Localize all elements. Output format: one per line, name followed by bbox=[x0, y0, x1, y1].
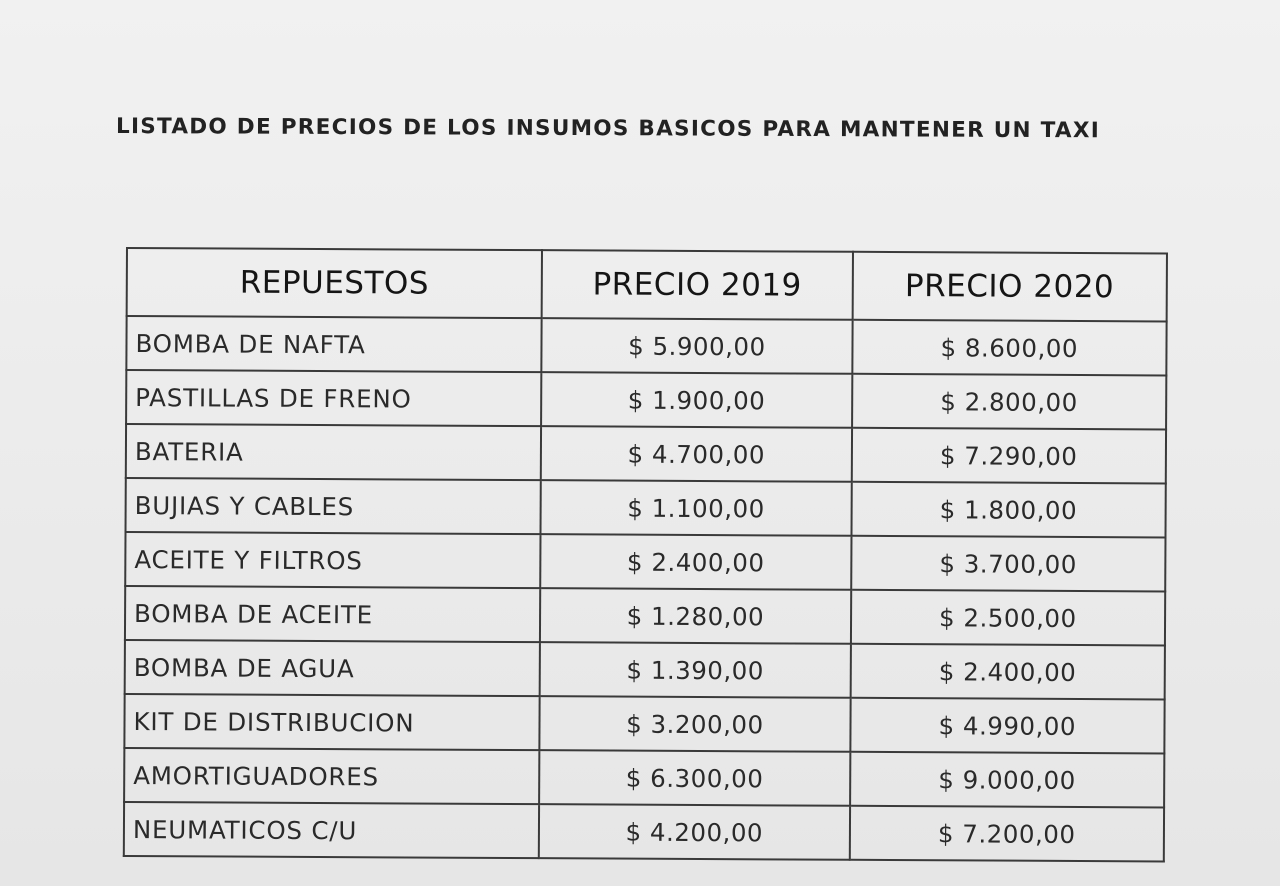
item-name: AMORTIGUADORES bbox=[124, 748, 539, 804]
price-2019: $ 4.700,00 bbox=[541, 426, 852, 482]
table-row bbox=[124, 802, 1164, 861]
price-table bbox=[123, 247, 1168, 862]
price-2019: $ 1.900,00 bbox=[541, 372, 852, 428]
price-2019: $ 2.400,00 bbox=[540, 534, 851, 590]
price-2019: $ 3.200,00 bbox=[540, 696, 851, 752]
item-name: BUJIAS Y CABLES bbox=[126, 478, 541, 534]
header-precio-2019: PRECIO 2019 bbox=[542, 250, 853, 320]
price-2019: $ 1.100,00 bbox=[541, 480, 852, 536]
price-2019: $ 4.200,00 bbox=[539, 804, 850, 860]
table-row bbox=[125, 532, 1165, 591]
table-row bbox=[125, 586, 1165, 645]
table-row bbox=[126, 316, 1166, 375]
item-name: BOMBA DE AGUA bbox=[125, 640, 540, 696]
price-2019: $ 1.390,00 bbox=[540, 642, 851, 698]
price-2020: $ 7.290,00 bbox=[851, 428, 1166, 484]
item-name: BATERIA bbox=[126, 424, 541, 480]
table-row bbox=[126, 370, 1166, 429]
table-row bbox=[124, 694, 1164, 753]
table-row bbox=[124, 748, 1164, 807]
document-title: LISTADO DE PRECIOS DE LOS INSUMOS BASICOS PARA MANTENER UN TAXI bbox=[115, 114, 1101, 144]
table-row bbox=[125, 640, 1165, 699]
item-name: ACEITE Y FILTROS bbox=[125, 532, 540, 588]
item-name: PASTILLAS DE FRENO bbox=[126, 370, 541, 426]
table-row bbox=[126, 478, 1166, 537]
price-2020: $ 2.500,00 bbox=[850, 590, 1165, 646]
item-name: KIT DE DISTRIBUCION bbox=[124, 694, 539, 750]
header-repuestos: REPUESTOS bbox=[127, 248, 543, 318]
price-2020: $ 9.000,00 bbox=[850, 752, 1165, 808]
price-2020: $ 4.990,00 bbox=[850, 698, 1165, 754]
table-row bbox=[126, 424, 1166, 483]
price-2019: $ 5.900,00 bbox=[542, 318, 853, 374]
price-2020: $ 2.400,00 bbox=[850, 644, 1165, 700]
price-2019: $ 6.300,00 bbox=[539, 750, 850, 806]
item-name: BOMBA DE ACEITE bbox=[125, 586, 540, 642]
price-2020: $ 7.200,00 bbox=[849, 806, 1164, 862]
price-2019: $ 1.280,00 bbox=[540, 588, 851, 644]
header-precio-2020: PRECIO 2020 bbox=[852, 252, 1167, 322]
price-2020: $ 8.600,00 bbox=[852, 320, 1167, 376]
table-header-row bbox=[127, 248, 1167, 321]
price-2020: $ 3.700,00 bbox=[851, 536, 1166, 592]
item-name: NEUMATICOS C/U bbox=[124, 802, 539, 858]
price-2020: $ 1.800,00 bbox=[851, 482, 1166, 538]
item-name: BOMBA DE NAFTA bbox=[126, 316, 541, 372]
price-2020: $ 2.800,00 bbox=[852, 374, 1167, 430]
